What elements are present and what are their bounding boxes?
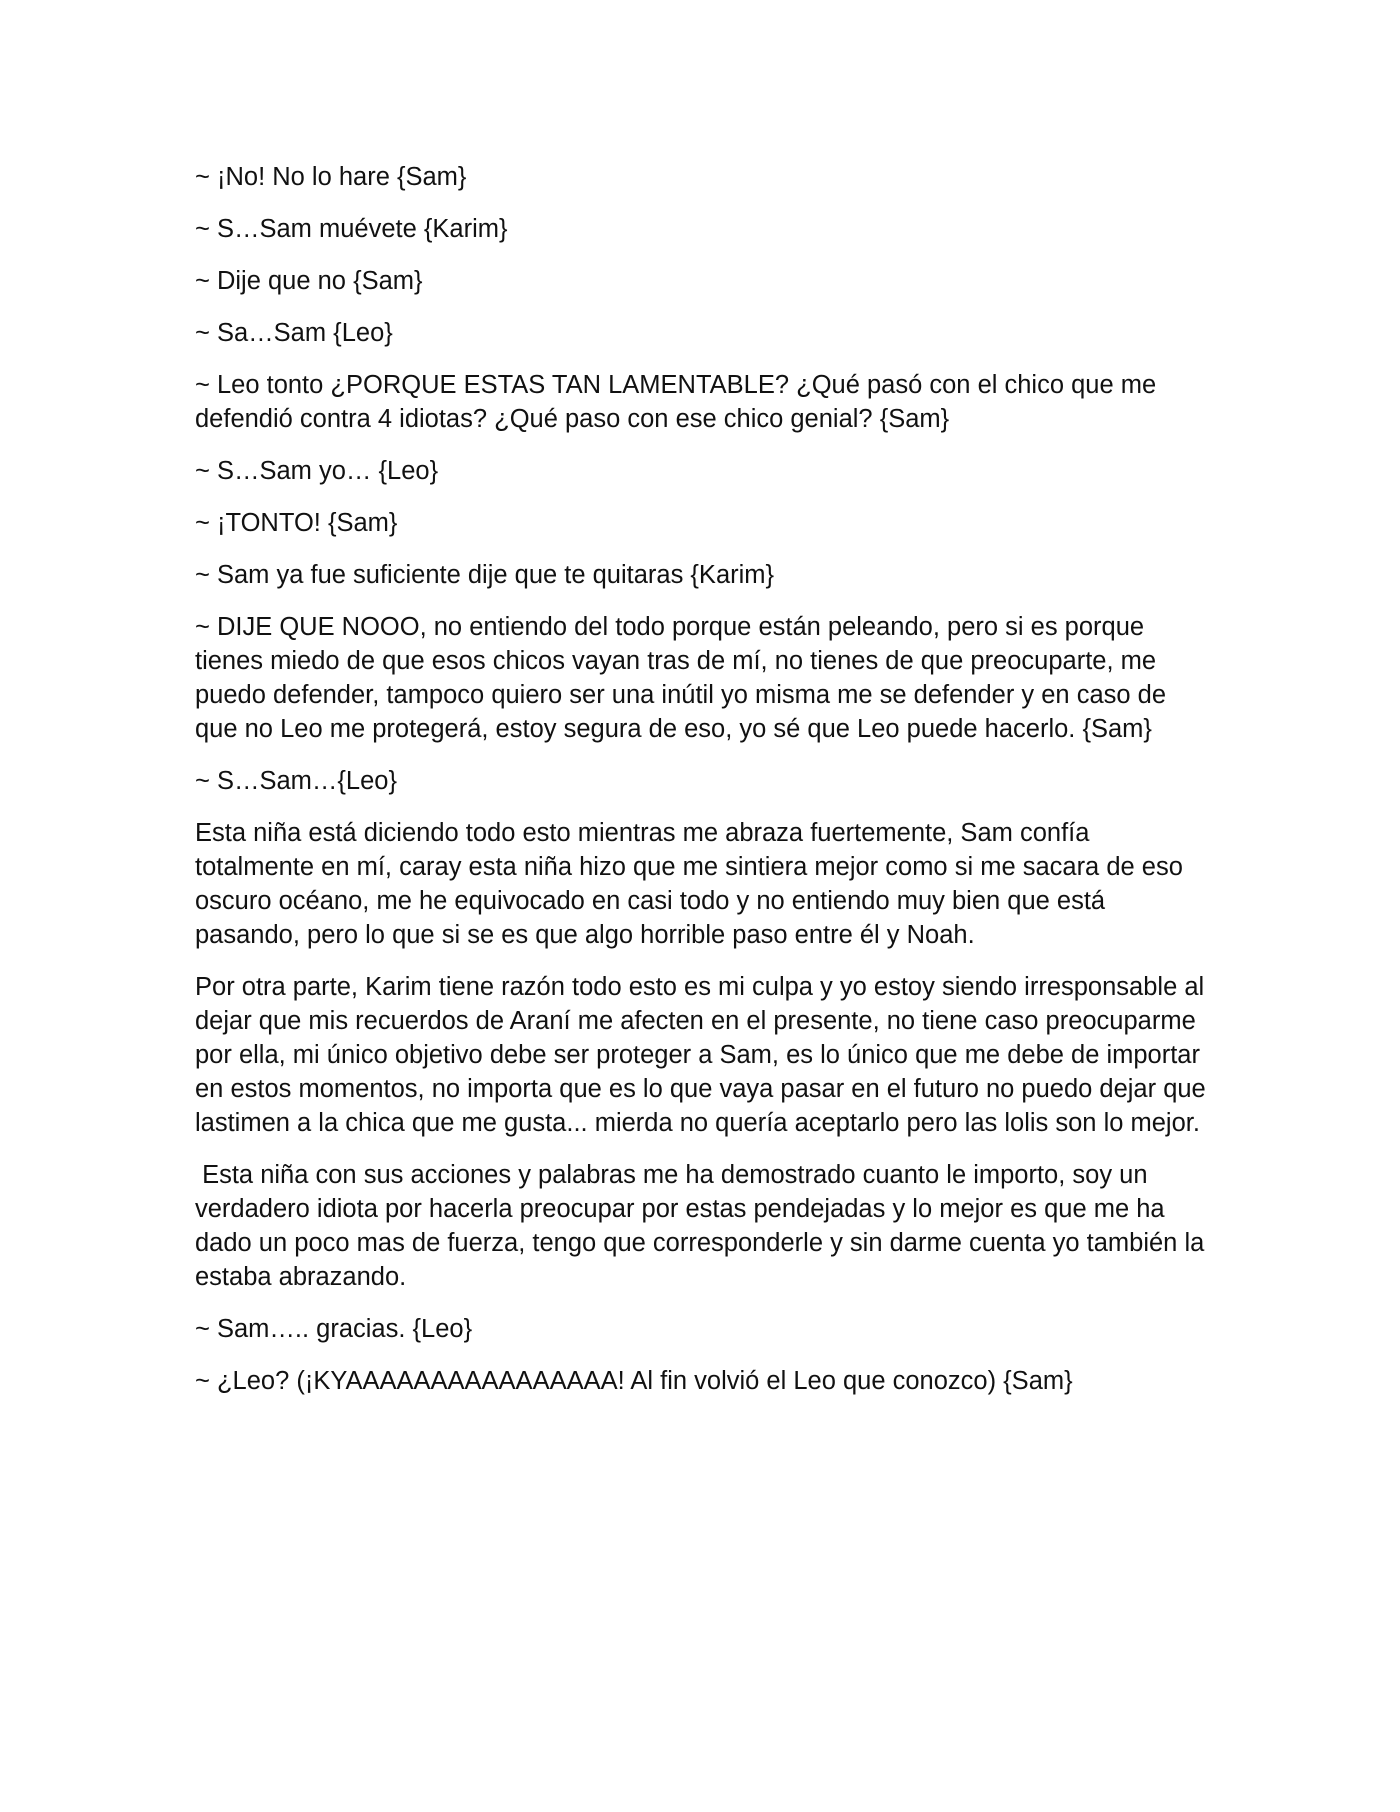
- dialogue-line: ~ Leo tonto ¿PORQUE ESTAS TAN LAMENTABLE? ¿Qué pasó con el chico que me defendió contra 4 idiotas? ¿Qué paso con ese chico genial? {Sam}: [195, 371, 1164, 433]
- dialogue-line: ~ S…Sam…{Leo}: [195, 767, 397, 795]
- dialogue-line: ~ S…Sam muévete {Karim}: [195, 215, 508, 243]
- narration-paragraph: Esta niña con sus acciones y palabras me ha demostrado cuanto le importo, soy un verdadero idiota por hacerla preocupar por estas pendejadas y lo mejor es que me ha dado un poco mas de fuerza, tengo que corresponderle y sin darme cuenta yo también la estaba abrazando.: [195, 1161, 1212, 1291]
- dialogue-line: ~ DIJE QUE NOOO, no entiendo del todo porque están peleando, pero si es porque tienes miedo de que esos chicos vayan tras de mí, no tienes de que preocuparte, me puedo defender, tampoco quiero ser una inútil yo misma me se defender y en caso de que no Leo me protegerá, estoy segura de eso, yo sé que Leo puede hacerlo. {Sam}: [195, 613, 1174, 743]
- narration-paragraph: Por otra parte, Karim tiene razón todo esto es mi culpa y yo estoy siendo irresponsable al dejar que mis recuerdos de Araní me afecten en el presente, no tiene caso preocuparme por ella, mi único objetivo debe ser proteger a Sam, es lo único que me debe de importar en estos momentos, no importa que es lo que vaya pasar en el futuro no puedo dejar que lastimen a la chica que me gusta... mierda no quería aceptarlo pero las lolis son lo mejor.: [195, 973, 1213, 1137]
- dialogue-line: ~ Sa…Sam {Leo}: [195, 319, 393, 347]
- dialogue-line: ~ ¡No! No lo hare {Sam}: [195, 163, 467, 191]
- dialogue-line: ~ Sam ya fue suficiente dije que te quitaras {Karim}: [195, 561, 775, 589]
- dialogue-line: ~ S…Sam yo… {Leo}: [195, 457, 439, 485]
- narration-paragraph: Esta niña está diciendo todo esto mientras me abraza fuertemente, Sam confía totalmente en mí, caray esta niña hizo que me sintiera mejor como si me sacara de eso oscuro océano, me he equivocado en casi todo y no entiendo muy bien que está pasando, pero lo que si se es que algo horrible paso entre él y Noah.: [195, 819, 1190, 949]
- document-body: [195, 160, 1215, 1416]
- dialogue-line: ~ Dije que no {Sam}: [195, 267, 423, 295]
- dialogue-line: ~ Sam….. gracias. {Leo}: [195, 1315, 473, 1343]
- dialogue-line: ~ ¡TONTO! {Sam}: [195, 509, 398, 537]
- dialogue-line: ~ ¿Leo? (¡KYAAAAAAAAAAAAAAAA! Al fin volvió el Leo que conozco) {Sam}: [195, 1367, 1073, 1395]
